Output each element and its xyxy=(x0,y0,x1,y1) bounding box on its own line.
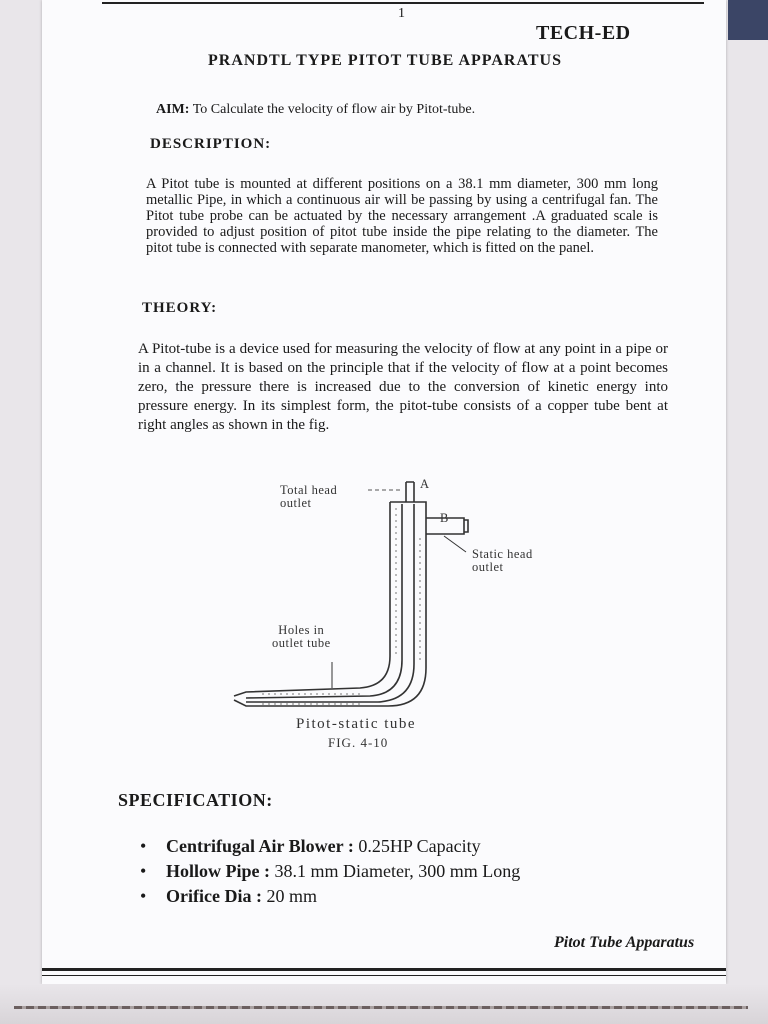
static-head-outlet-label: Static head outlet xyxy=(472,547,533,574)
spec-item-blower xyxy=(140,834,520,859)
aim-line xyxy=(156,102,475,118)
page-title: PRANDTL TYPE PITOT TUBE APPARATUS xyxy=(208,52,562,69)
top-rule xyxy=(102,2,704,4)
document-page xyxy=(42,0,726,984)
specification-list xyxy=(140,834,520,909)
spec-value: 38.1 mm Diameter, 300 mm Long xyxy=(274,861,521,881)
spec-value: 0.25HP Capacity xyxy=(358,836,481,856)
spec-key: Centrifugal Air Blower : xyxy=(166,836,354,856)
spec-item-pipe xyxy=(140,859,520,884)
inner-tube-left xyxy=(246,504,402,698)
spec-key: Orifice Dia : xyxy=(166,886,262,906)
spec-item-orifice xyxy=(140,884,520,909)
brand-header: TECH-ED xyxy=(536,22,631,44)
aim-label: AIM: xyxy=(156,102,190,117)
label-b: B xyxy=(440,511,449,525)
total-head-outlet-label: Total head outlet xyxy=(280,483,338,510)
figure-caption: Pitot-static tube xyxy=(296,716,417,732)
spec-value: 20 mm xyxy=(266,886,317,906)
aim-text: To Calculate the velocity of flow air by Pitot-tube. xyxy=(192,102,476,117)
inner-tube-right xyxy=(246,504,414,702)
outer-tube-left xyxy=(234,502,390,696)
specification-heading: SPECIFICATION: xyxy=(118,790,273,810)
theory-heading: THEORY: xyxy=(142,300,218,316)
figure-number: FIG. 4-10 xyxy=(328,735,389,750)
bottom-rule xyxy=(42,968,726,971)
corner-background xyxy=(728,0,768,40)
holes-label: Holes in outlet tube xyxy=(272,623,331,650)
bottom-rule-thin xyxy=(42,975,726,976)
outer-tube-right xyxy=(234,512,426,706)
page-number: 1 xyxy=(398,6,405,21)
theory-text: A Pitot-tube is a device used for measuring the velocity of flow at any point in a pipe or in a channel. It is based on the principle that if the velocity of flow at a point becomes zero, the pressure there is increased due to the conversion of kinetic energy into pressure energy. In its simplest form, the pitot-tube consists of a copper tube bent at right angles as shown in the fig. xyxy=(138,341,668,433)
description-heading: DESCRIPTION: xyxy=(150,136,272,152)
label-a: A xyxy=(420,477,430,491)
footer-title: Pitot Tube Apparatus xyxy=(554,934,695,951)
next-page-edge xyxy=(14,1006,748,1009)
total-head-stub xyxy=(406,482,414,502)
description-text: A Pitot tube is mounted at different positions on a 38.1 mm diameter, 300 mm long metallic Pipe, in which a continuous air will be passing by using a centrifugal fan. The Pitot tube probe can be actuated by the necessary arrangement .A graduated scale is provided to adjust position of pitot tube inside the pipe relating to the diameter. The pitot tube is connected with separate manometer, which is fitted on the panel. xyxy=(146,176,658,256)
spec-key: Hollow Pipe : xyxy=(166,861,270,881)
outer-tube-top xyxy=(390,502,426,512)
pitot-static-tube-figure xyxy=(222,474,582,764)
next-page-strip xyxy=(0,984,768,1024)
